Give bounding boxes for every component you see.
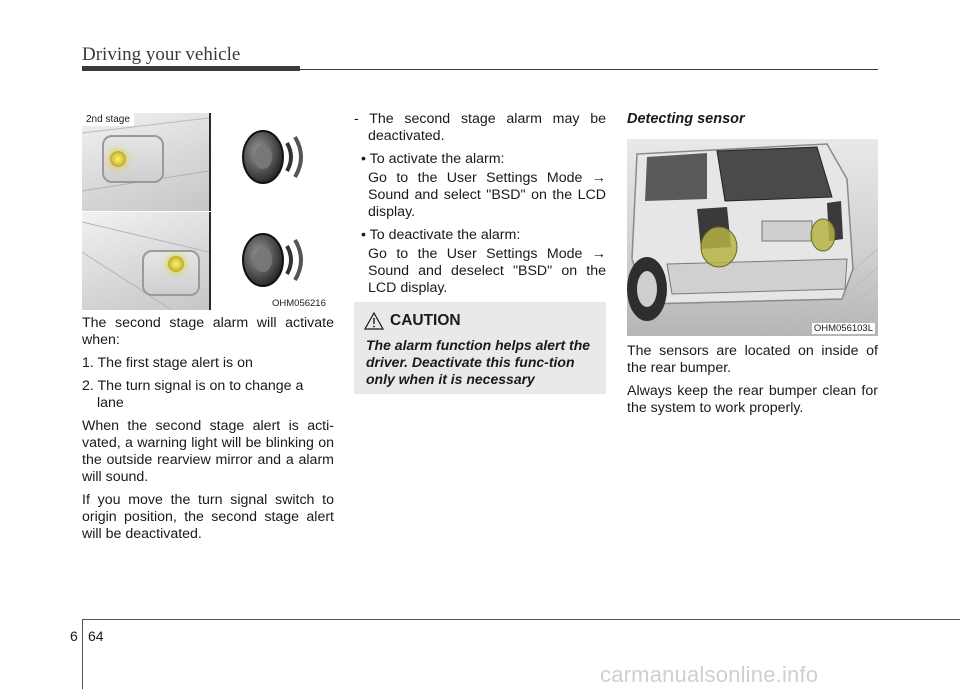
bullet-item: • To activate the alarm: — [361, 151, 505, 167]
footer-divider — [82, 619, 83, 689]
suv-rear-illustration — [627, 139, 878, 336]
warning-light-icon — [168, 256, 184, 272]
right-text-column — [627, 343, 878, 423]
section-title: Driving your vehicle — [82, 44, 241, 65]
paragraph: Always keep the rear bumper clean for the system to work properly. — [627, 383, 878, 416]
warning-triangle-icon — [364, 312, 384, 330]
sensor-area-left — [701, 227, 737, 267]
mirror-panel-top — [82, 113, 209, 211]
speaker-icon — [211, 212, 334, 310]
page-number: 64 — [88, 628, 104, 644]
sensor-area-right — [811, 219, 835, 251]
detecting-sensor-heading: Detecting sensor — [627, 111, 745, 127]
right-photo-code: OHM056103L — [813, 323, 873, 334]
speaker-panel-top — [211, 113, 334, 211]
intro-paragraph: The second stage alarm will activate when: — [82, 315, 334, 348]
chapter-number: 6 — [70, 628, 78, 644]
left-figure-code: OHM056216 — [272, 298, 326, 309]
bullet-item: • To deactivate the alarm: — [361, 227, 521, 243]
footer-rule — [82, 619, 960, 620]
left-text-column — [82, 315, 334, 549]
caution-title: CAUTION — [390, 312, 461, 329]
rear-bumper-sensor-photo — [627, 139, 878, 336]
paragraph: When the second stage alert is acti-vated, a warning light will be blinking on the outside rearview mirror and a alarm will sound. — [82, 418, 334, 485]
speaker-icon — [211, 113, 334, 211]
dash-item: - The second stage alarm may be deactivated. — [354, 111, 606, 144]
list-item: 2. The turn signal is on to change a lane — [82, 378, 304, 411]
warning-light-icon — [110, 151, 126, 167]
speaker-panel-bottom — [211, 212, 334, 310]
bullet-detail: Go to the User Settings Mode → Sound and deselect "BSD" on the LCD display. — [368, 246, 606, 296]
header-rule-thick — [82, 66, 300, 71]
mirror-panel-bottom — [82, 212, 209, 310]
second-stage-alarm-figure — [82, 113, 334, 310]
watermark: carmanualsonline.info — [600, 662, 819, 687]
bullet-detail: Go to the User Settings Mode → Sound and select "BSD" on the LCD display. — [368, 170, 606, 220]
paragraph: The sensors are located on inside of the rear bumper. — [627, 343, 878, 376]
figure-divider-horizontal — [82, 211, 334, 212]
caution-box — [354, 302, 606, 394]
list-item: 1. The first stage alert is on — [82, 355, 253, 371]
middle-text-column — [354, 111, 606, 303]
header-rule-thin — [300, 69, 878, 70]
caution-text: The alarm function helps alert the driver. Deactivate this func-tion only when it is necessary — [366, 337, 591, 387]
paragraph: If you move the turn signal switch to origin position, the second stage alert will be deactivated. — [82, 492, 334, 542]
stage-label: 2nd stage — [82, 113, 134, 126]
